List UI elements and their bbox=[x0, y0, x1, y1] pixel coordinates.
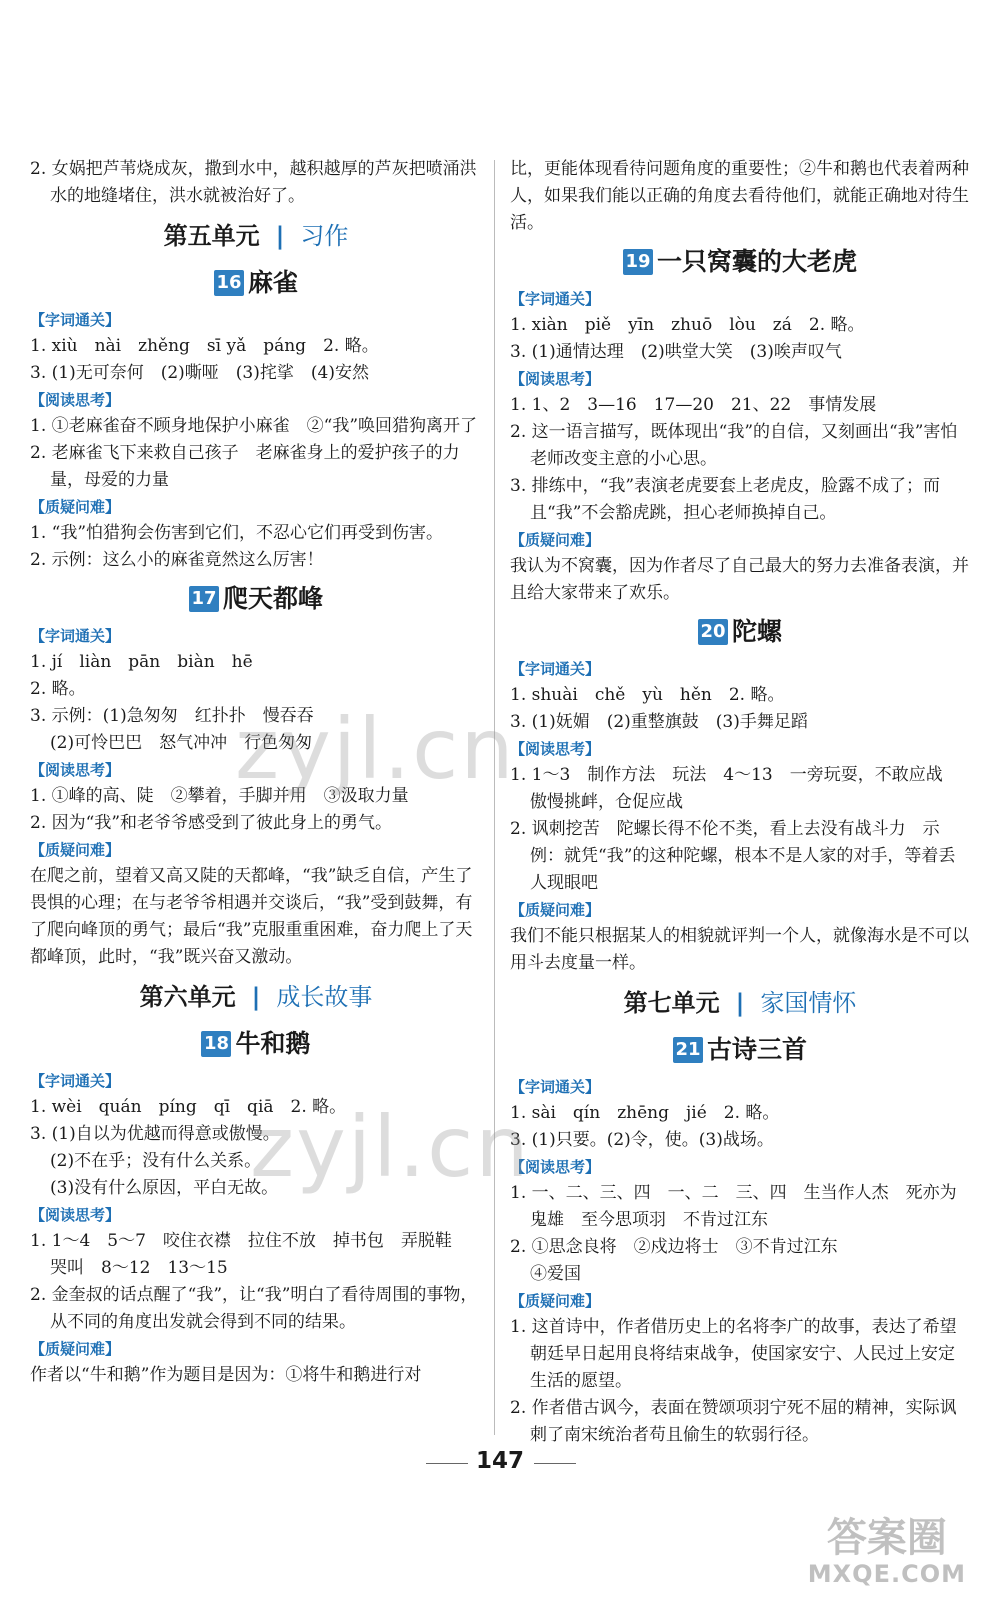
answer-line: 1. jí liàn pān biàn hē bbox=[30, 652, 253, 672]
answer-line: 3. (1)无可奈何 (2)嘶哑 (3)挓挲 (4)安然 bbox=[30, 363, 369, 383]
lesson-title-text: 爬天都峰 bbox=[222, 584, 323, 613]
section-tag: 【阅读思考】 bbox=[510, 370, 601, 388]
answer-paragraph: 作者以“牛和鹅”作为题目是因为：①将牛和鹅进行对 bbox=[30, 1365, 422, 1385]
lesson-number-badge: 16 bbox=[214, 270, 244, 296]
section-tag: 【质疑问难】 bbox=[30, 498, 121, 516]
answer-line: 2. 作者借古讽今，表面在赞颂项羽宁死不屈的精神，实际讽刺了南宋统治者苟且偷生的软弱行径。 bbox=[510, 1398, 957, 1445]
answer-line: 1. 1～3 制作方法 玩法 4～13 一旁玩耍，不敢应战 傲慢挑衅，仓促应战 bbox=[510, 765, 960, 812]
answer-line: 1. 1～4 5～7 咬住衣襟 拉住不放 掉书包 弄脱鞋 哭叫 8～12 13～15 bbox=[30, 1231, 469, 1278]
answer-line: 1. wèi quán píng qī qiā 2. 略。 bbox=[30, 1097, 347, 1117]
answer-line: 3. 排练中，“我”表演老虎要套上老虎皮，脸露不成了；而且“我”不会豁虎跳，担心老师换掉自己。 bbox=[510, 476, 941, 523]
answer-line: 1. 一、二、三、四 一、二 三、四 生当作人杰 死亦为鬼雄 至今思项羽 不肯过江东 bbox=[510, 1183, 957, 1230]
answer-line: 3. (1)自以为优越而得意或傲慢。 bbox=[30, 1124, 280, 1144]
lesson-title-21 bbox=[510, 1031, 970, 1069]
section-tag: 【质疑问难】 bbox=[30, 841, 121, 859]
lesson-title-text: 麻雀 bbox=[247, 268, 298, 297]
right-column bbox=[510, 156, 970, 1449]
answer-line: 2. 这一语言描写，既体现出“我”的自信，又刻画出“我”害怕老师改变主意的小心思。 bbox=[510, 422, 958, 469]
answer-line: ④爱国 bbox=[530, 1264, 581, 1284]
section-tag: 【质疑问难】 bbox=[510, 1292, 601, 1310]
section-tag: 【阅读思考】 bbox=[510, 740, 601, 758]
unit-theme: 家国情怀 bbox=[760, 989, 857, 1017]
lesson-number-badge: 19 bbox=[623, 249, 653, 275]
page-number: 147 bbox=[475, 1448, 524, 1474]
section-tag: 【阅读思考】 bbox=[30, 761, 121, 779]
lesson-title-19 bbox=[510, 243, 970, 281]
answer-line: 3. (1)只要。(2)令，使。(3)战场。 bbox=[510, 1130, 774, 1150]
answer-line: (2)可怜巴巴 怒气冲冲 行色匆匆 bbox=[50, 733, 313, 753]
unit-heading-6: 第六单元 | 成长故事 bbox=[139, 983, 373, 1011]
answer-line: (2)不在乎；没有什么关系。 bbox=[50, 1151, 262, 1171]
answer-paragraph: 在爬之前，望着又高又陡的天都峰，“我”缺乏自信，产生了畏惧的心理；在与老爷爷相遇并交谈后，“我”受到鼓舞，有了爬向峰顶的勇气；最后“我”克服重重困难，奋力爬上了天都峰顶，此时，“我”既兴奋又激动。 bbox=[30, 866, 473, 967]
unit-title: 第五单元 bbox=[163, 222, 260, 250]
section-tag: 【阅读思考】 bbox=[30, 391, 121, 409]
answer-line: 2. 老麻雀飞下来救自己孩子 老麻雀身上的爱护孩子的力量，母爱的力量 bbox=[30, 443, 460, 490]
section-tag: 【字词通关】 bbox=[30, 627, 121, 645]
lesson-number-badge: 21 bbox=[673, 1037, 703, 1063]
section-tag: 【质疑问难】 bbox=[510, 901, 601, 919]
lesson-number-badge: 18 bbox=[201, 1031, 231, 1057]
answer-line: 1. shuài chě yù hěn 2. 略。 bbox=[510, 685, 785, 705]
lesson-title-18 bbox=[30, 1025, 482, 1063]
section-tag: 【阅读思考】 bbox=[510, 1158, 601, 1176]
unit-title: 第六单元 bbox=[139, 983, 236, 1011]
answer-line: 1. 这首诗中，作者借历史上的名将李广的故事，表达了希望朝廷早日起用良将结束战争，使国家安宁、人民过上安定生活的愿望。 bbox=[510, 1317, 957, 1391]
unit-theme: 习作 bbox=[300, 222, 349, 250]
answer-paragraph: 我们不能只根据某人的相貌就评判一个人，就像海水是不可以用斗去度量一样。 bbox=[510, 926, 969, 973]
section-tag: 【质疑问难】 bbox=[510, 531, 601, 549]
section-tag: 【字词通关】 bbox=[30, 311, 121, 329]
unit-title: 第七单元 bbox=[623, 989, 720, 1017]
watermark-text: zyjl.cn bbox=[250, 1098, 531, 1196]
answer-line: 2. 金奎叔的话点醒了“我”，让“我”明白了看待周围的事物，从不同的角度出发就会得到不同的结果。 bbox=[30, 1285, 478, 1332]
answer-line: 2. 女娲把芦苇烧成灰，撒到水中，越积越厚的芦灰把喷涌洪水的地缝堵住，洪水就被治好了。 bbox=[30, 159, 477, 206]
answer-line: 3. 示例：(1)急匆匆 红扑扑 慢吞吞 bbox=[30, 706, 314, 726]
answer-line: 1. ①峰的高、陡 ②攀着，手脚并用 ③汲取力量 bbox=[30, 786, 409, 806]
unit-heading-7: 第七单元 | 家国情怀 bbox=[623, 989, 857, 1017]
section-tag: 【字词通关】 bbox=[30, 1072, 121, 1090]
section-tag: 【字词通关】 bbox=[510, 660, 601, 678]
answer-line: 1. “我”怕猎狗会伤害到它们，不忍心它们再受到伤害。 bbox=[30, 523, 444, 543]
answer-paragraph: 比，更能体现看待问题角度的重要性；②牛和鹅也代表着两种人，如果我们能以正确的角度去看待他们，就能正确地对待生活。 bbox=[510, 159, 969, 233]
lesson-title-text: 一只窝囊的大老虎 bbox=[656, 247, 857, 276]
stamp-title: 答案圈 bbox=[826, 1515, 947, 1561]
answer-line: 2. 因为“我”和老爷爷感受到了彼此身上的勇气。 bbox=[30, 813, 393, 833]
section-tag: 【阅读思考】 bbox=[30, 1206, 121, 1224]
lesson-title-text: 牛和鹅 bbox=[235, 1029, 311, 1058]
answer-line: 2. 示例：这么小的麻雀竟然这么厉害！ bbox=[30, 550, 324, 570]
unit-heading-5: 第五单元 | 习作 bbox=[163, 222, 349, 250]
answer-line: 1. ①老麻雀奋不顾身地保护小麻雀 ②“我”唤回猎狗离开了 bbox=[30, 416, 478, 436]
site-stamp-logo bbox=[808, 1516, 966, 1588]
lesson-number-badge: 17 bbox=[189, 586, 219, 612]
answer-line: 1. xiàn piě yīn zhuō lòu zá 2. 略。 bbox=[510, 315, 865, 335]
lesson-title-text: 古诗三首 bbox=[706, 1035, 807, 1064]
answer-line: 1. xiù nài zhěng sī yǎ páng 2. 略。 bbox=[30, 336, 379, 356]
lesson-title-16 bbox=[30, 264, 482, 302]
answer-line: 3. (1)妩媚 (2)重整旗鼓 (3)手舞足蹈 bbox=[510, 712, 808, 732]
stamp-domain: MXQE.COM bbox=[807, 1560, 966, 1588]
answer-line: 2. 讽刺挖苦 陀螺长得不伦不类，看上去没有战斗力 示例：就凭“我”的这种陀螺，根本不是人家的对手，等着丢人现眼吧 bbox=[510, 819, 956, 893]
lesson-number-badge: 20 bbox=[698, 619, 728, 645]
watermark-text: zyjl.cn bbox=[235, 700, 516, 798]
answer-line: 3. (1)通情达理 (2)哄堂大笑 (3)唉声叹气 bbox=[510, 342, 842, 362]
answer-line: 2. 略。 bbox=[30, 679, 86, 699]
lesson-title-20 bbox=[510, 613, 970, 651]
lesson-title-17 bbox=[30, 580, 482, 618]
section-tag: 【质疑问难】 bbox=[30, 1340, 121, 1358]
answer-line: 1. sài qín zhēng jié 2. 略。 bbox=[510, 1103, 780, 1123]
lesson-title-text: 陀螺 bbox=[731, 617, 782, 646]
answer-line: (3)没有什么原因，平白无故。 bbox=[50, 1178, 279, 1198]
answer-line: 2. ①思念良将 ②戍边将士 ③不肯过江东 bbox=[510, 1237, 838, 1257]
answer-paragraph: 我认为不窝囊，因为作者尽了自己最大的努力去准备表演，并且给大家带来了欢乐。 bbox=[510, 556, 969, 603]
unit-theme: 成长故事 bbox=[276, 983, 373, 1011]
answer-line: 1. 1、2 3—16 17—20 21、22 事情发展 bbox=[510, 395, 877, 415]
section-tag: 【字词通关】 bbox=[510, 1078, 601, 1096]
section-tag: 【字词通关】 bbox=[510, 290, 601, 308]
